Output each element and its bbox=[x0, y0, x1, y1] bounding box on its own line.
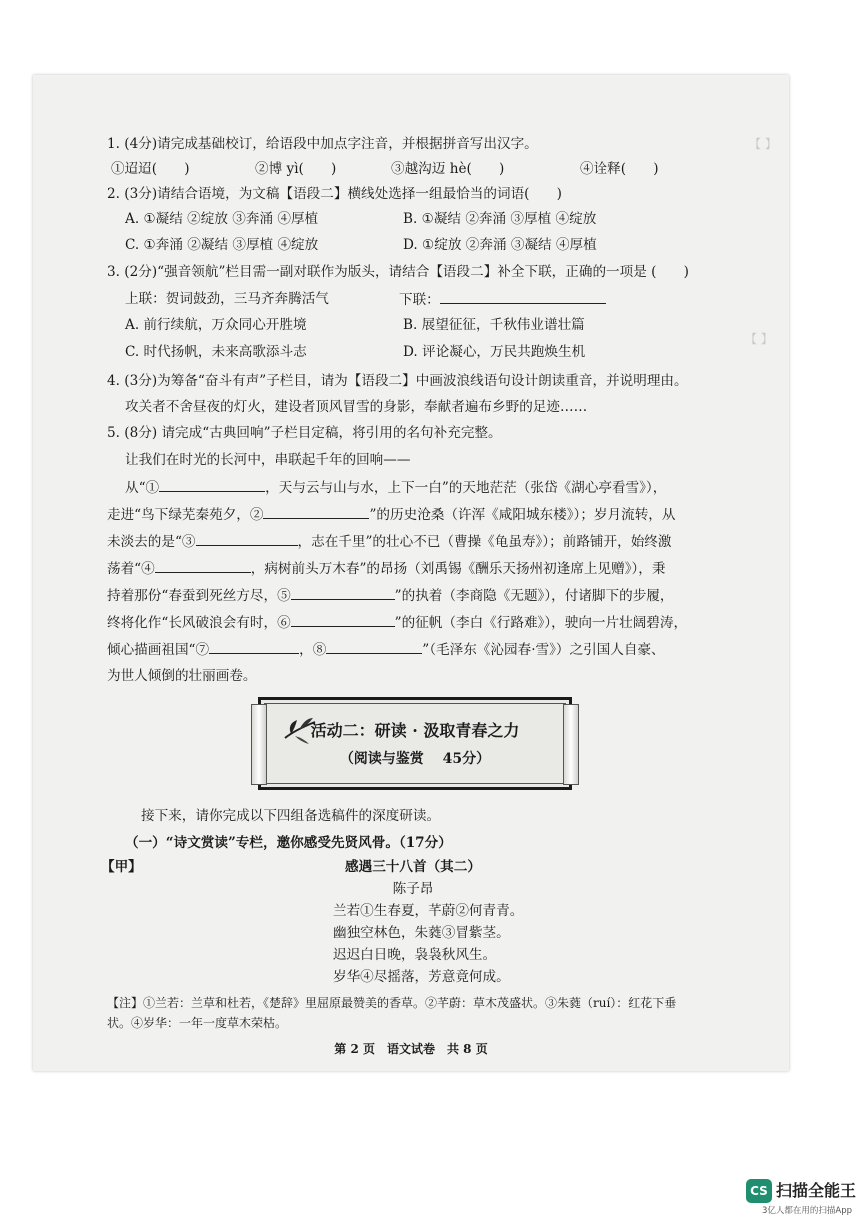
blank-2 bbox=[263, 504, 369, 519]
poem-line-4: 岁华④尽摇落，芳意竟何成。 bbox=[333, 969, 510, 985]
poem-note-1: 【注】①兰若：兰草和杜若，《楚辞》里屈原最赞美的香草。②芊蔚：草木茂盛状。③朱蕤（ruí）：红花下垂 bbox=[107, 996, 677, 1010]
blank-6 bbox=[291, 612, 395, 627]
q1-item-2: ②博 yì( ) bbox=[255, 161, 337, 177]
q3-upper-couplet: 上联：贺词鼓劲，三马齐奔腾活气 bbox=[125, 291, 329, 307]
q5-line-4 bbox=[107, 558, 666, 579]
scroll-roll-right bbox=[563, 704, 579, 785]
page-footer: 第 2 页 语文试卷 共 8 页 bbox=[334, 1042, 488, 1056]
q5-line-6 bbox=[107, 612, 687, 633]
q2-option-c: C. ①奔涌 ②凝结 ③厚植 ④绽放 bbox=[125, 237, 319, 253]
exam-page bbox=[33, 75, 789, 1071]
q5-line-3-start: 未淡去的是“③ bbox=[107, 534, 196, 550]
q5-line-3 bbox=[107, 531, 672, 552]
scroll-roll-left bbox=[251, 704, 267, 785]
q5-line-1-end: ，天与云与山与水，上下一白”的天地茫茫（张岱《湖心亭看雪》）， bbox=[265, 480, 667, 496]
q3-option-a: A. 前行续航，万众同心开胜境 bbox=[125, 317, 307, 333]
bleed-through-mark: 【 】 bbox=[745, 332, 773, 346]
q3-option-d: D. 评论凝心，万民共跑焕生机 bbox=[403, 344, 586, 360]
q2-option-b: B. ①凝结 ②奔涌 ③厚植 ④绽放 bbox=[403, 211, 597, 227]
q2-stem: 2. (3分)请结合语境，为文稿【语段二】横线处选择一组最恰当的词语( ) bbox=[107, 186, 562, 202]
banner-title: 活动二：研读 · 汲取青春之力 bbox=[310, 721, 520, 740]
q3-option-c: C. 时代扬帆，未来高歌添斗志 bbox=[125, 344, 307, 360]
camscanner-logo-icon: CS bbox=[746, 1179, 772, 1203]
blank-4 bbox=[155, 558, 251, 573]
q3-lower-couplet-label bbox=[399, 289, 606, 310]
q1-stem: 1. (4分)请完成基础校订，给语段中加点字注音，并根据拼音写出汉字。 bbox=[107, 136, 538, 152]
poem-title: 感遇三十八首（其二） bbox=[345, 859, 481, 875]
q1-item-4: ④诠释( ) bbox=[580, 161, 659, 177]
blank-5 bbox=[291, 585, 395, 600]
q5-line-8: 为世人倾倒的壮丽画卷。 bbox=[107, 668, 257, 684]
q2-option-a: A. ①凝结 ②绽放 ③奔涌 ④厚植 bbox=[125, 211, 319, 227]
q4-quote: 攻关者不舍昼夜的灯火，建设者顶风冒雪的身影，奉献者遍布乡野的足迹…… bbox=[125, 399, 588, 415]
banner-subtitle: （阅读与鉴赏 45分） bbox=[339, 751, 491, 767]
q5-line-5-start: 持着那份“春蚕到死丝方尽，⑤ bbox=[107, 588, 291, 604]
blank-3 bbox=[196, 531, 298, 546]
activity-banner bbox=[258, 697, 572, 790]
q3-lower-label: 下联： bbox=[399, 292, 440, 308]
q3-stem: 3. (2分)“强音领航”栏目需一副对联作为版头，请结合【语段二】补全下联，正确的一项是 ( ) bbox=[107, 264, 689, 280]
poem-line-2: 幽独空林色，朱蕤③冒紫茎。 bbox=[333, 925, 510, 941]
q3-lower-blank bbox=[440, 289, 606, 304]
poem-line-1: 兰若①生春夏，芊蔚②何青青。 bbox=[333, 903, 524, 919]
q5-line-4-end: ，病树前头万木春”的昂扬（刘禹锡《酬乐天扬州初逢席上见赠》），秉 bbox=[250, 561, 666, 577]
next-instruction: 接下来，请你完成以下四组备选稿件的深度研读。 bbox=[141, 808, 441, 824]
poem-author: 陈子昂 bbox=[392, 881, 434, 897]
q5-line-1 bbox=[125, 477, 666, 498]
q1-item-3: ③越沟迈 hè( ) bbox=[391, 161, 505, 177]
q4-stem: 4. (3分)为筹备“奋斗有声”子栏目，请为【语段二】中画波浪线语句设计朗读重音，并说明理由。 bbox=[107, 373, 688, 389]
q5-line-7-start: 倾心描画祖国“⑦ bbox=[107, 642, 210, 658]
q5-intro: 让我们在时光的长河中，串联起千年的回响—— bbox=[125, 452, 411, 468]
blank-8 bbox=[326, 639, 422, 654]
q3-option-b: B. 展望征征，千秋伟业谱壮篇 bbox=[403, 317, 585, 333]
camscanner-name: 扫描全能王 bbox=[776, 1181, 857, 1200]
section-1-heading: （一）“诗文赏读”专栏，邀你感受先贤风骨。（17分） bbox=[125, 835, 452, 851]
q5-line-7-mid: ，⑧ bbox=[299, 642, 327, 658]
q5-line-2-end: ”的历史沧桑（许浑《咸阳城东楼》）；岁月流转，从 bbox=[369, 507, 676, 523]
q5-stem: 5. (8分) 请完成“古典回响”子栏目定稿，将引用的名句补充完整。 bbox=[107, 425, 502, 441]
q5-line-7-end: ”（毛泽东《沁园春·雪》）之引国人自豪、 bbox=[422, 642, 665, 658]
camscanner-tagline: 3亿人都在用的扫描App bbox=[762, 1206, 853, 1216]
bleed-through-mark: 【 】 bbox=[749, 137, 777, 151]
q2-option-d: D. ①绽放 ②奔涌 ③凝结 ④厚植 bbox=[403, 237, 597, 253]
blank-7 bbox=[209, 639, 299, 654]
q5-line-2 bbox=[107, 504, 676, 525]
q5-line-7 bbox=[107, 639, 665, 660]
q5-line-3-end: ，志在千里”的壮心不已（曹操《龟虽寿》）；前路铺开，始终激 bbox=[297, 534, 672, 550]
poem-note-2: 状。④岁华：一年一度草木荣枯。 bbox=[107, 1016, 288, 1030]
q5-line-6-start: 终将化作“长风破浪会有时，⑥ bbox=[107, 615, 291, 631]
q5-line-1-start: 从“① bbox=[125, 480, 160, 496]
q5-line-4-start: 荡着“④ bbox=[107, 561, 155, 577]
poem-line-3: 迟迟白日晚，袅袅秋风生。 bbox=[333, 947, 497, 963]
blank-1 bbox=[159, 477, 265, 492]
q5-line-5-end: ”的执着（李商隐《无题》），付诸脚下的步履， bbox=[394, 588, 674, 604]
q5-line-6-end: ”的征帆（李白《行路难》），驶向一片壮阔碧涛， bbox=[394, 615, 688, 631]
q1-item-1: ①迢迢( ) bbox=[111, 161, 190, 177]
poem-tag: 【甲】 bbox=[101, 859, 142, 875]
q5-line-5 bbox=[107, 585, 674, 606]
q5-line-2-start: 走进“鸟下绿芜秦苑夕，② bbox=[107, 507, 264, 523]
